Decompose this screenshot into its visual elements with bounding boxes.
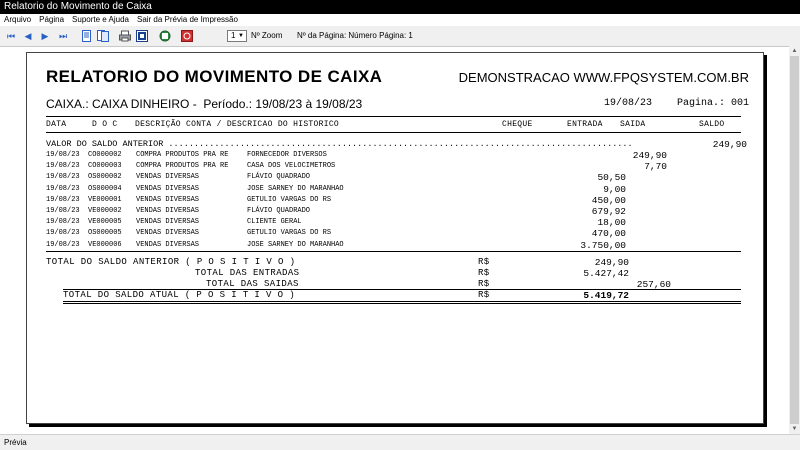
- row-historico: FLÁVIO QUADRADO: [247, 173, 311, 182]
- chevron-down-icon: ▼: [238, 33, 244, 39]
- report-page-number: Pagina.: 001: [677, 98, 750, 109]
- saldo-anterior-value: 249,90: [712, 139, 747, 150]
- row-date: 19/08/23: [46, 162, 80, 171]
- row-historico: CLIENTE GERAL: [247, 218, 302, 227]
- row-entrada: 679,92: [591, 206, 626, 217]
- report-date: 19/08/23: [604, 98, 653, 109]
- row-historico: JOSE SARNEY DO MARANHAO: [247, 240, 344, 249]
- row-entrada: 18,00: [597, 217, 626, 229]
- export-icon[interactable]: [159, 30, 171, 42]
- two-pages-icon[interactable]: [97, 30, 109, 42]
- total-saldo-atual-value: 5.419,72: [583, 290, 629, 301]
- menu-sair-previa[interactable]: Sair da Prévia de Impressão: [136, 15, 238, 24]
- row-saida: 7,70: [644, 161, 667, 173]
- total-saldo-anterior-currency: R$: [478, 257, 490, 267]
- row-date: 19/08/23: [46, 151, 80, 159]
- single-page-icon[interactable]: [80, 30, 92, 42]
- row-date: 19/08/23: [46, 173, 80, 182]
- row-doc: VE000006: [88, 240, 122, 249]
- report-page: [26, 52, 764, 424]
- previous-page-icon[interactable]: ◀: [24, 31, 32, 41]
- header-rule: [46, 116, 741, 117]
- zoom-select[interactable]: [227, 30, 247, 42]
- col-doc: D O C: [92, 120, 118, 129]
- scroll-down-icon[interactable]: ▼: [791, 426, 798, 432]
- report-demo-banner: DEMONSTRACAO WWW.FPQSYSTEM.COM.BR: [458, 70, 749, 85]
- row-historico: JOSE SARNEY DO MARANHAO: [247, 184, 344, 193]
- total-saldo-anterior-value: 249,90: [594, 257, 629, 268]
- menu-bar: [0, 14, 800, 26]
- row-doc: VE000001: [88, 195, 122, 204]
- total-saldo-atual-currency: R$: [478, 290, 490, 300]
- row-conta: VENDAS DIVERSAS: [136, 218, 200, 227]
- report-caixa: CAIXA.: CAIXA DINHEIRO -: [46, 97, 197, 111]
- total-saidas-value: 257,60: [636, 279, 671, 290]
- zoom-label: Nº Zoom: [251, 31, 283, 40]
- close-preview-icon[interactable]: [181, 30, 193, 42]
- row-doc: CO000003: [88, 162, 122, 171]
- row-date: 19/08/23: [46, 207, 80, 215]
- row-historico: CASA DOS VELOCIMETROS: [247, 162, 336, 171]
- row-conta: VENDAS DIVERSAS: [136, 184, 200, 193]
- report-caixa-line: [46, 97, 362, 111]
- total-entradas-label: TOTAL DAS ENTRADAS: [195, 268, 300, 278]
- print-setup-icon[interactable]: [119, 30, 131, 42]
- row-conta: VENDAS DIVERSAS: [136, 240, 200, 249]
- report-title: RELATORIO DO MOVIMENTO DE CAIXA: [46, 67, 383, 86]
- row-conta: VENDAS DIVERSAS: [136, 229, 200, 238]
- zoom-icon[interactable]: [136, 30, 148, 42]
- total-saldo-anterior-label: TOTAL DO SALDO ANTERIOR ( P O S I T I V O ): [46, 257, 296, 267]
- saldo-anterior-label: VALOR DO SALDO ANTERIOR ...........................................................................................: [46, 139, 633, 149]
- row-conta: COMPRA PRODUTOS PRA RE: [136, 151, 229, 159]
- status-bar: [0, 434, 800, 450]
- col-saldo: SALDO: [699, 120, 725, 129]
- page-number-label: Nº da Página: Número Página: 1: [297, 31, 413, 40]
- totals-rule: [46, 251, 741, 252]
- row-conta: VENDAS DIVERSAS: [136, 173, 200, 182]
- row-doc: OS000002: [88, 173, 122, 182]
- col-saida: SAIDA: [620, 120, 646, 129]
- row-date: 19/08/23: [46, 184, 80, 193]
- total-saidas-currency: R$: [478, 279, 490, 289]
- row-doc: CO000002: [88, 151, 122, 159]
- zoom-select-value: 1: [231, 31, 236, 40]
- row-doc: OS000005: [88, 229, 122, 238]
- row-conta: COMPRA PRODUTOS PRA RE: [136, 162, 229, 171]
- row-historico: GETULIO VARGAS DO RS: [247, 195, 332, 204]
- total-entradas-currency: R$: [478, 268, 490, 278]
- row-historico: FLÁVIO QUADRADO: [247, 207, 311, 215]
- row-entrada: 470,00: [591, 228, 626, 240]
- column-rule: [46, 132, 741, 133]
- window-title-bar: [0, 0, 800, 14]
- menu-arquivo[interactable]: Arquivo: [4, 15, 32, 24]
- row-date: 19/08/23: [46, 218, 80, 227]
- row-entrada: 50,50: [597, 172, 626, 184]
- row-historico: FORNECEDOR DIVERSOS: [247, 151, 327, 159]
- window-title: Relatorio do Movimento de Caixa: [4, 1, 152, 12]
- row-historico: GETULIO VARGAS DO RS: [247, 229, 332, 238]
- col-entrada: ENTRADA: [567, 120, 603, 129]
- col-cheque: CHEQUE: [502, 120, 533, 129]
- col-descricao: DESCRIÇÃO CONTA / DESCRICAO DO HISTORICO: [135, 120, 340, 129]
- first-page-icon[interactable]: ⏮: [6, 31, 16, 41]
- row-date: 19/08/23: [46, 195, 80, 204]
- status-text: Prévia: [4, 438, 27, 447]
- row-conta: VENDAS DIVERSAS: [136, 195, 200, 204]
- toolbar: [0, 27, 800, 46]
- total-saldo-atual-label: TOTAL DO SALDO ATUAL ( P O S I T I V O ): [63, 290, 296, 300]
- row-entrada: 9,00: [603, 183, 626, 195]
- row-entrada: 450,00: [591, 194, 626, 206]
- vertical-scrollbar[interactable]: [789, 46, 800, 434]
- next-page-icon[interactable]: ▶: [41, 31, 49, 41]
- row-saida: 249,90: [632, 150, 667, 161]
- row-doc: VE000005: [88, 218, 122, 227]
- report-periodo: Período.: 19/08/23 à 19/08/23: [203, 97, 363, 111]
- row-doc: VE000002: [88, 207, 122, 215]
- row-conta: VENDAS DIVERSAS: [136, 207, 200, 215]
- row-date: 19/08/23: [46, 240, 80, 249]
- row-date: 19/08/23: [46, 229, 80, 238]
- col-data: DATA: [46, 120, 67, 129]
- menu-suporte-ajuda[interactable]: Suporte e Ajuda: [72, 15, 129, 24]
- footer-double-rule: [63, 301, 741, 304]
- row-entrada: 3.750,00: [580, 239, 626, 251]
- total-entradas-value: 5.427,42: [583, 268, 629, 279]
- menu-pagina[interactable]: Página: [39, 15, 65, 24]
- scroll-up-icon[interactable]: ▲: [791, 48, 798, 54]
- row-doc: OS000004: [88, 184, 122, 193]
- total-saidas-label: TOTAL DAS SAIDAS: [206, 279, 299, 289]
- scrollbar-thumb[interactable]: [790, 56, 799, 424]
- last-page-icon[interactable]: ⏭: [58, 31, 68, 41]
